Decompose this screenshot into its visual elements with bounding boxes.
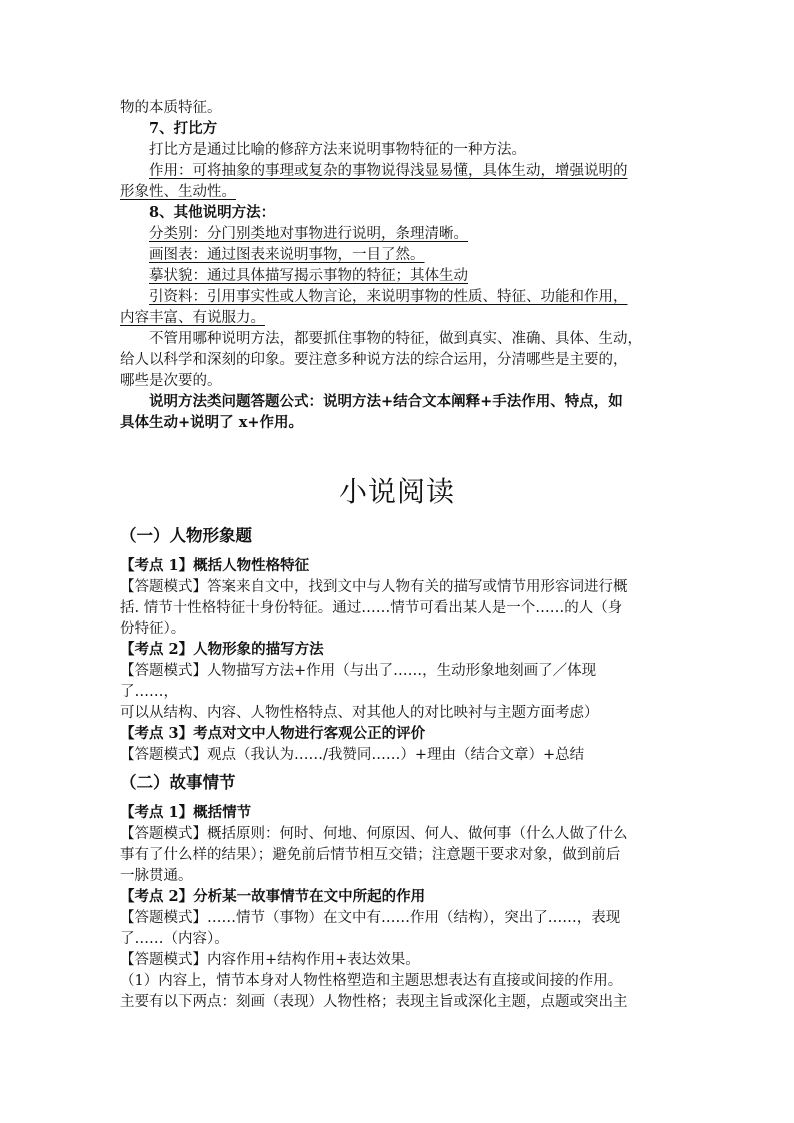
- text-line: 【答题模式】概括原则：何时、何地、何原因、何人、做何事（什么人做了什么: [120, 826, 628, 842]
- part1-heading: （一）人物形象题: [120, 526, 252, 545]
- text-line: 主要有以下两点：刻画（表现）人物性格；表现主旨或深化主题，点题或突出主: [120, 994, 628, 1010]
- kaodian-heading: 【考点 2】分析某一故事情节在文中所起的作用: [120, 888, 426, 905]
- underlined-text: 摹状貌：通过具体描写揭示事物的特征；其体生动: [149, 268, 468, 284]
- underlined-text: 形象性、生动性。: [120, 184, 236, 200]
- underlined-text: 作用：可将抽象的事理或复杂的事物说得浅显易懂，具体生动，增强说明的: [149, 163, 628, 179]
- text-line: 打比方是通过比喻的修辞方法来说明事物特征的一种方法。: [149, 142, 526, 158]
- underlined-text: 内容丰富、有说服力。: [120, 310, 265, 326]
- text-line: 【答题模式】人物描写方法+作用（与出了……，生动形象地刻画了／体现: [120, 663, 597, 679]
- text-line: 物的本质特征。: [120, 100, 222, 116]
- underlined-text: 画图表：通过图表来说明事物，一目了然。: [149, 247, 425, 263]
- text-line: 可以从结构、内容、人物性格特点、对其他人的对比映衬与主题方面考虑）: [120, 705, 599, 721]
- underlined-line: [120, 308, 700, 328]
- text-line: （1）内容上，情节本身对人物性格塑造和主题思想表达有直接或间接的作用。: [120, 973, 623, 989]
- formula-line: 说明方法类问题答题公式：说明方法+结合文本阐释+手法作用、特点，如: [149, 393, 623, 410]
- underlined-line: [149, 245, 700, 265]
- text-line: 不管用哪种说明方法，都要抓住事物的特征，做到真实、准确、具体、生动，: [149, 331, 642, 347]
- text-line: 【答题模式】答案来自文中，找到文中与人物有关的描写或情节用形容词进行概: [120, 579, 628, 595]
- formula-line: 具体生动+说明了 x+作用。: [120, 414, 303, 431]
- underlined-line: [149, 266, 700, 286]
- kaodian-heading: 【考点 2】人物形象的描写方法: [120, 641, 324, 658]
- text-line: 【答题模式】内容作用+结构作用+表达效果。: [120, 952, 420, 968]
- text-line: 份特征）。: [120, 621, 186, 637]
- kaodian-heading: 【考点 1】概括人物性格特征: [120, 557, 310, 574]
- text-line: 哪些是次要的。: [120, 373, 222, 389]
- subheading-analogy: 7、打比方: [149, 120, 218, 137]
- text-line: 了……（内容）。: [120, 931, 229, 947]
- underlined-line: [149, 224, 700, 244]
- text-line: 【答题模式】观点（我认为……/我赞同……）+理由（结合文章）+总结: [120, 747, 585, 763]
- kaodian-heading: 【考点 3】考点对文中人物进行客观公正的评价: [120, 725, 426, 742]
- text-line: 【答题模式】……情节（事物）在文中有……作用（结构），突出了……，表现: [120, 910, 621, 926]
- text-line: 了……，: [120, 684, 178, 700]
- underlined-line: [149, 287, 700, 307]
- underlined-text: 引资料：引用事实性或人物言论，来说明事物的性质、特征、功能和作用，: [149, 289, 628, 305]
- kaodian-heading: 【考点 1】概括情节: [120, 804, 252, 821]
- underlined-text: 分类别：分门别类地对事物进行说明，条理清晰。: [149, 226, 468, 242]
- text-line: 一脉贯通。: [120, 868, 193, 884]
- text-line: 给人以科学和深刻的印象。要注意多种说方法的综合运用，分清哪些是主要的，: [120, 352, 628, 368]
- text-line: 事有了什么样的结果）；避免前后情节相互交错；注意题干要求对象，做到前后: [120, 847, 621, 863]
- underlined-line: [149, 161, 700, 181]
- subheading-other-methods: 8、其他说明方法：: [149, 204, 276, 221]
- part2-heading: （二）故事情节: [120, 773, 236, 792]
- text-line: 括. 情节十性格特征十身份特征。通过……情节可看出某人是一个……的人（身: [120, 600, 623, 616]
- underlined-line: [120, 182, 700, 202]
- section-title: 小说阅读: [338, 475, 455, 508]
